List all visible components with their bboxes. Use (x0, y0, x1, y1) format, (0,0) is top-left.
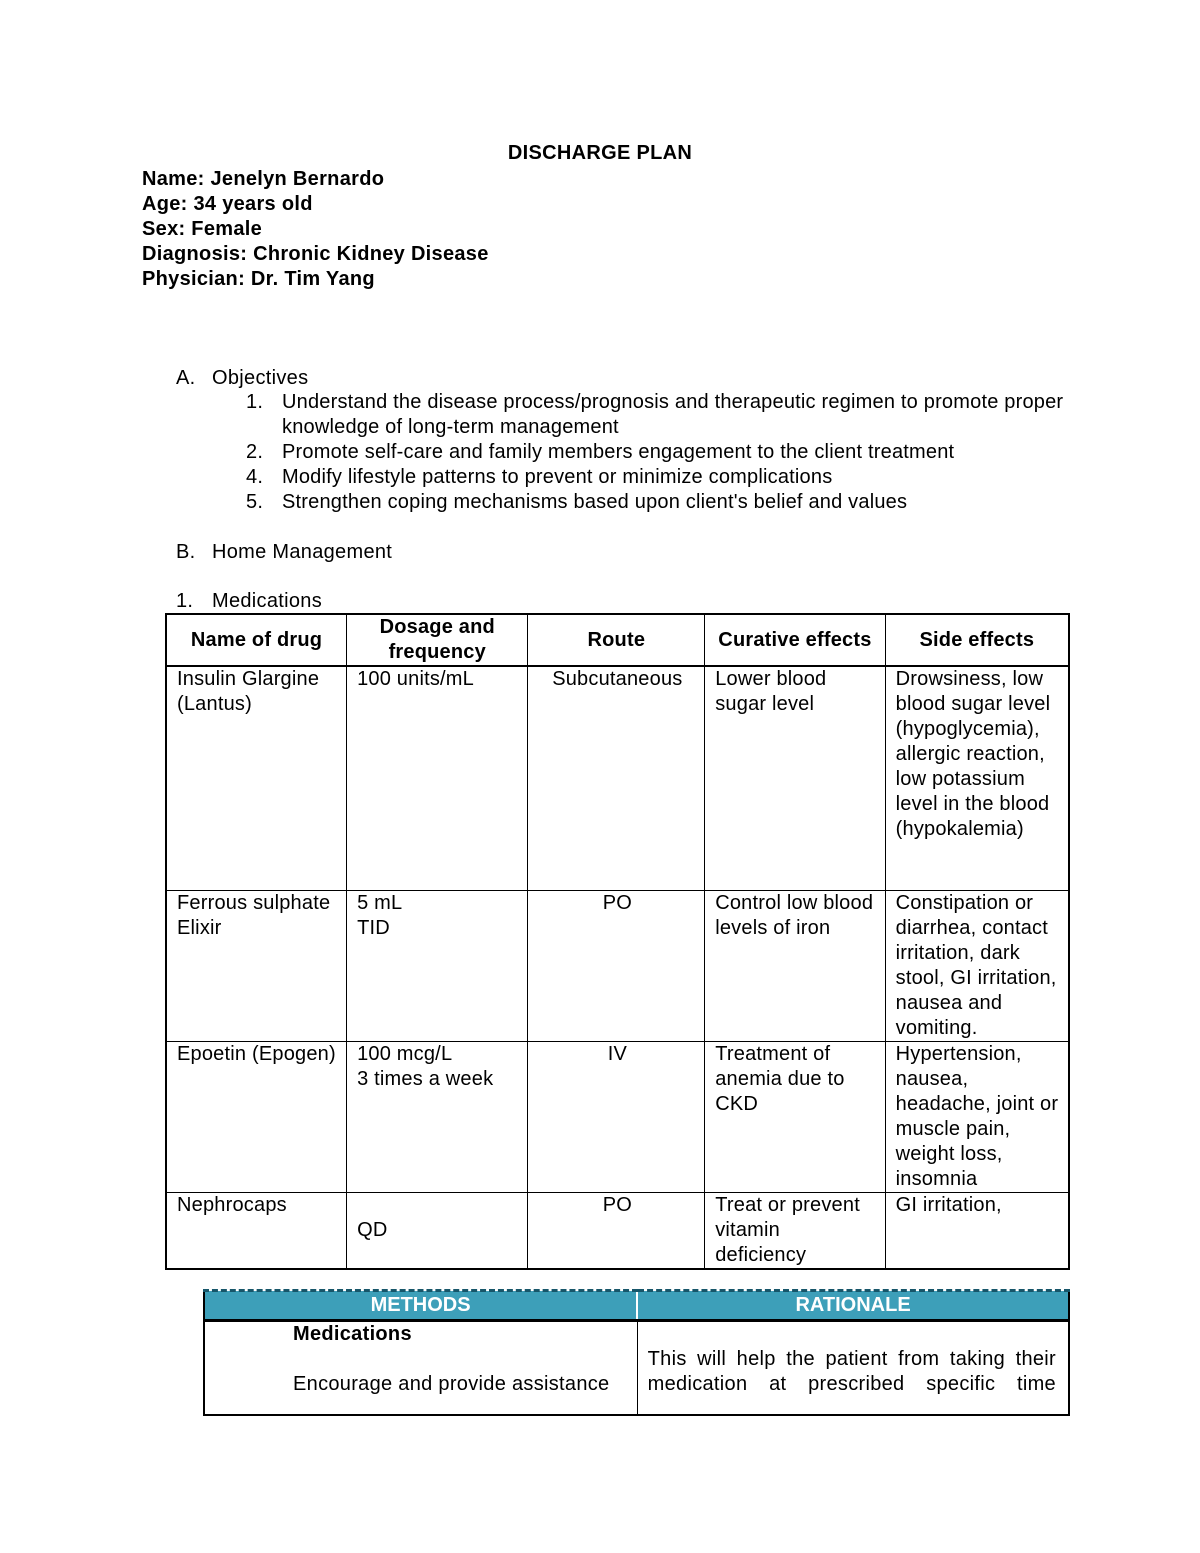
list-item (246, 440, 1066, 465)
section-label: Home Management (212, 541, 393, 563)
drug-side-effects: GI irritation, (885, 1192, 1069, 1269)
methods-cell (204, 1321, 637, 1416)
methods-rationale-table (203, 1289, 1070, 1416)
patient-name: Name: Jenelyn Bernardo (142, 168, 385, 190)
medications-heading (176, 589, 322, 614)
dosage-line (357, 1193, 519, 1218)
rationale-cell: This will help the patient from taking their medication at prescribed specific time (647, 1348, 1056, 1395)
dosage-frequency: TID (357, 916, 390, 939)
list-number: 4. (246, 466, 264, 488)
patient-diagnosis: Diagnosis: Chronic Kidney Disease (142, 243, 489, 265)
section-mark: B. (176, 541, 196, 563)
patient-age: Age: 34 years old (142, 193, 313, 215)
drug-dosage (347, 1192, 528, 1269)
section-mark: 1. (176, 590, 194, 612)
drug-route: IV (528, 1041, 705, 1192)
objectives-list (246, 390, 1066, 515)
document-title: DISCHARGE PLAN (507, 142, 693, 164)
table-row (166, 1041, 1069, 1192)
list-text: Understand the disease process/prognosis and therapeutic regimen to promote proper knowledge of long-term management (282, 391, 1064, 438)
drug-name: Ferrous sulphate Elixir (166, 890, 347, 1041)
method-title: Medications (293, 1323, 412, 1345)
table-row (204, 1321, 1069, 1416)
rationale-header: RATIONALE (637, 1291, 1069, 1321)
drug-curative-effect: Treat or prevent vitamin deficiency (705, 1192, 885, 1269)
dosage-line: 5 mL (357, 891, 403, 914)
drug-dosage (347, 1041, 528, 1192)
method-text: Encourage and provide assistance (293, 1373, 610, 1395)
section-home-management-heading (176, 540, 392, 565)
dosage-line: 100 units/mL (357, 668, 474, 690)
table-row (166, 1192, 1069, 1269)
drug-side-effects: Hypertension, nausea, headache, joint or muscle pain, weight loss, insomnia (885, 1041, 1069, 1192)
section-mark: A. (176, 367, 196, 389)
drug-curative-effect: Treatment of anemia due to CKD (705, 1041, 885, 1192)
table-row (166, 666, 1069, 890)
drug-curative-effect: Lower blood sugar level (705, 666, 885, 890)
list-text: Promote self-care and family members engagement to the client treatment (282, 441, 955, 463)
patient-sex: Sex: Female (142, 218, 263, 240)
list-number: 1. (246, 391, 264, 413)
methods-header: METHODS (204, 1291, 637, 1321)
list-number: 5. (246, 491, 264, 513)
drug-side-effects: Constipation or diarrhea, contact irritation, dark stool, GI irritation, nausea and vomiting. (885, 890, 1069, 1041)
section-label: Medications (212, 590, 323, 612)
column-header: Side effects (885, 614, 1069, 666)
patient-physician: Physician: Dr. Tim Yang (142, 268, 375, 290)
drug-route: PO (528, 890, 705, 1041)
table-row (166, 890, 1069, 1041)
section-objectives-heading (176, 366, 308, 391)
column-header: Dosage and frequency (347, 614, 528, 666)
list-item (246, 465, 1066, 490)
section-label: Objectives (212, 367, 309, 389)
drug-curative-effect: Control low blood levels of iron (705, 890, 885, 1041)
drug-side-effects: Drowsiness, low blood sugar level (hypoglycemia), allergic reaction, low potassium level in the blood (hypokalemia) (885, 666, 1069, 890)
list-number: 2. (246, 441, 264, 463)
list-text: Modify lifestyle patterns to prevent or minimize complications (282, 466, 833, 488)
column-header: Name of drug (166, 614, 347, 666)
drug-dosage (347, 890, 528, 1041)
drug-route: Subcutaneous (528, 666, 705, 890)
dosage-line: 100 mcg/L (357, 1042, 453, 1065)
drug-name: Nephrocaps (166, 1192, 347, 1269)
spacer (293, 1347, 637, 1372)
column-header: Route (528, 614, 705, 666)
column-header: Curative effects (705, 614, 885, 666)
drug-name: Insulin Glargine (Lantus) (166, 666, 347, 890)
list-item (246, 390, 1066, 440)
dosage-frequency: 3 times a week (357, 1067, 494, 1090)
drug-name: Epoetin (Epogen) (166, 1041, 347, 1192)
dosage-frequency: QD (357, 1218, 388, 1241)
table-header-row (166, 614, 1069, 666)
drug-route: PO (528, 1192, 705, 1269)
drug-dosage (347, 666, 528, 890)
table-header-row (204, 1291, 1069, 1321)
list-item (246, 490, 1066, 515)
medications-table (165, 613, 1070, 1270)
patient-info (142, 167, 489, 292)
list-text: Strengthen coping mechanisms based upon client's belief and values (282, 491, 908, 513)
